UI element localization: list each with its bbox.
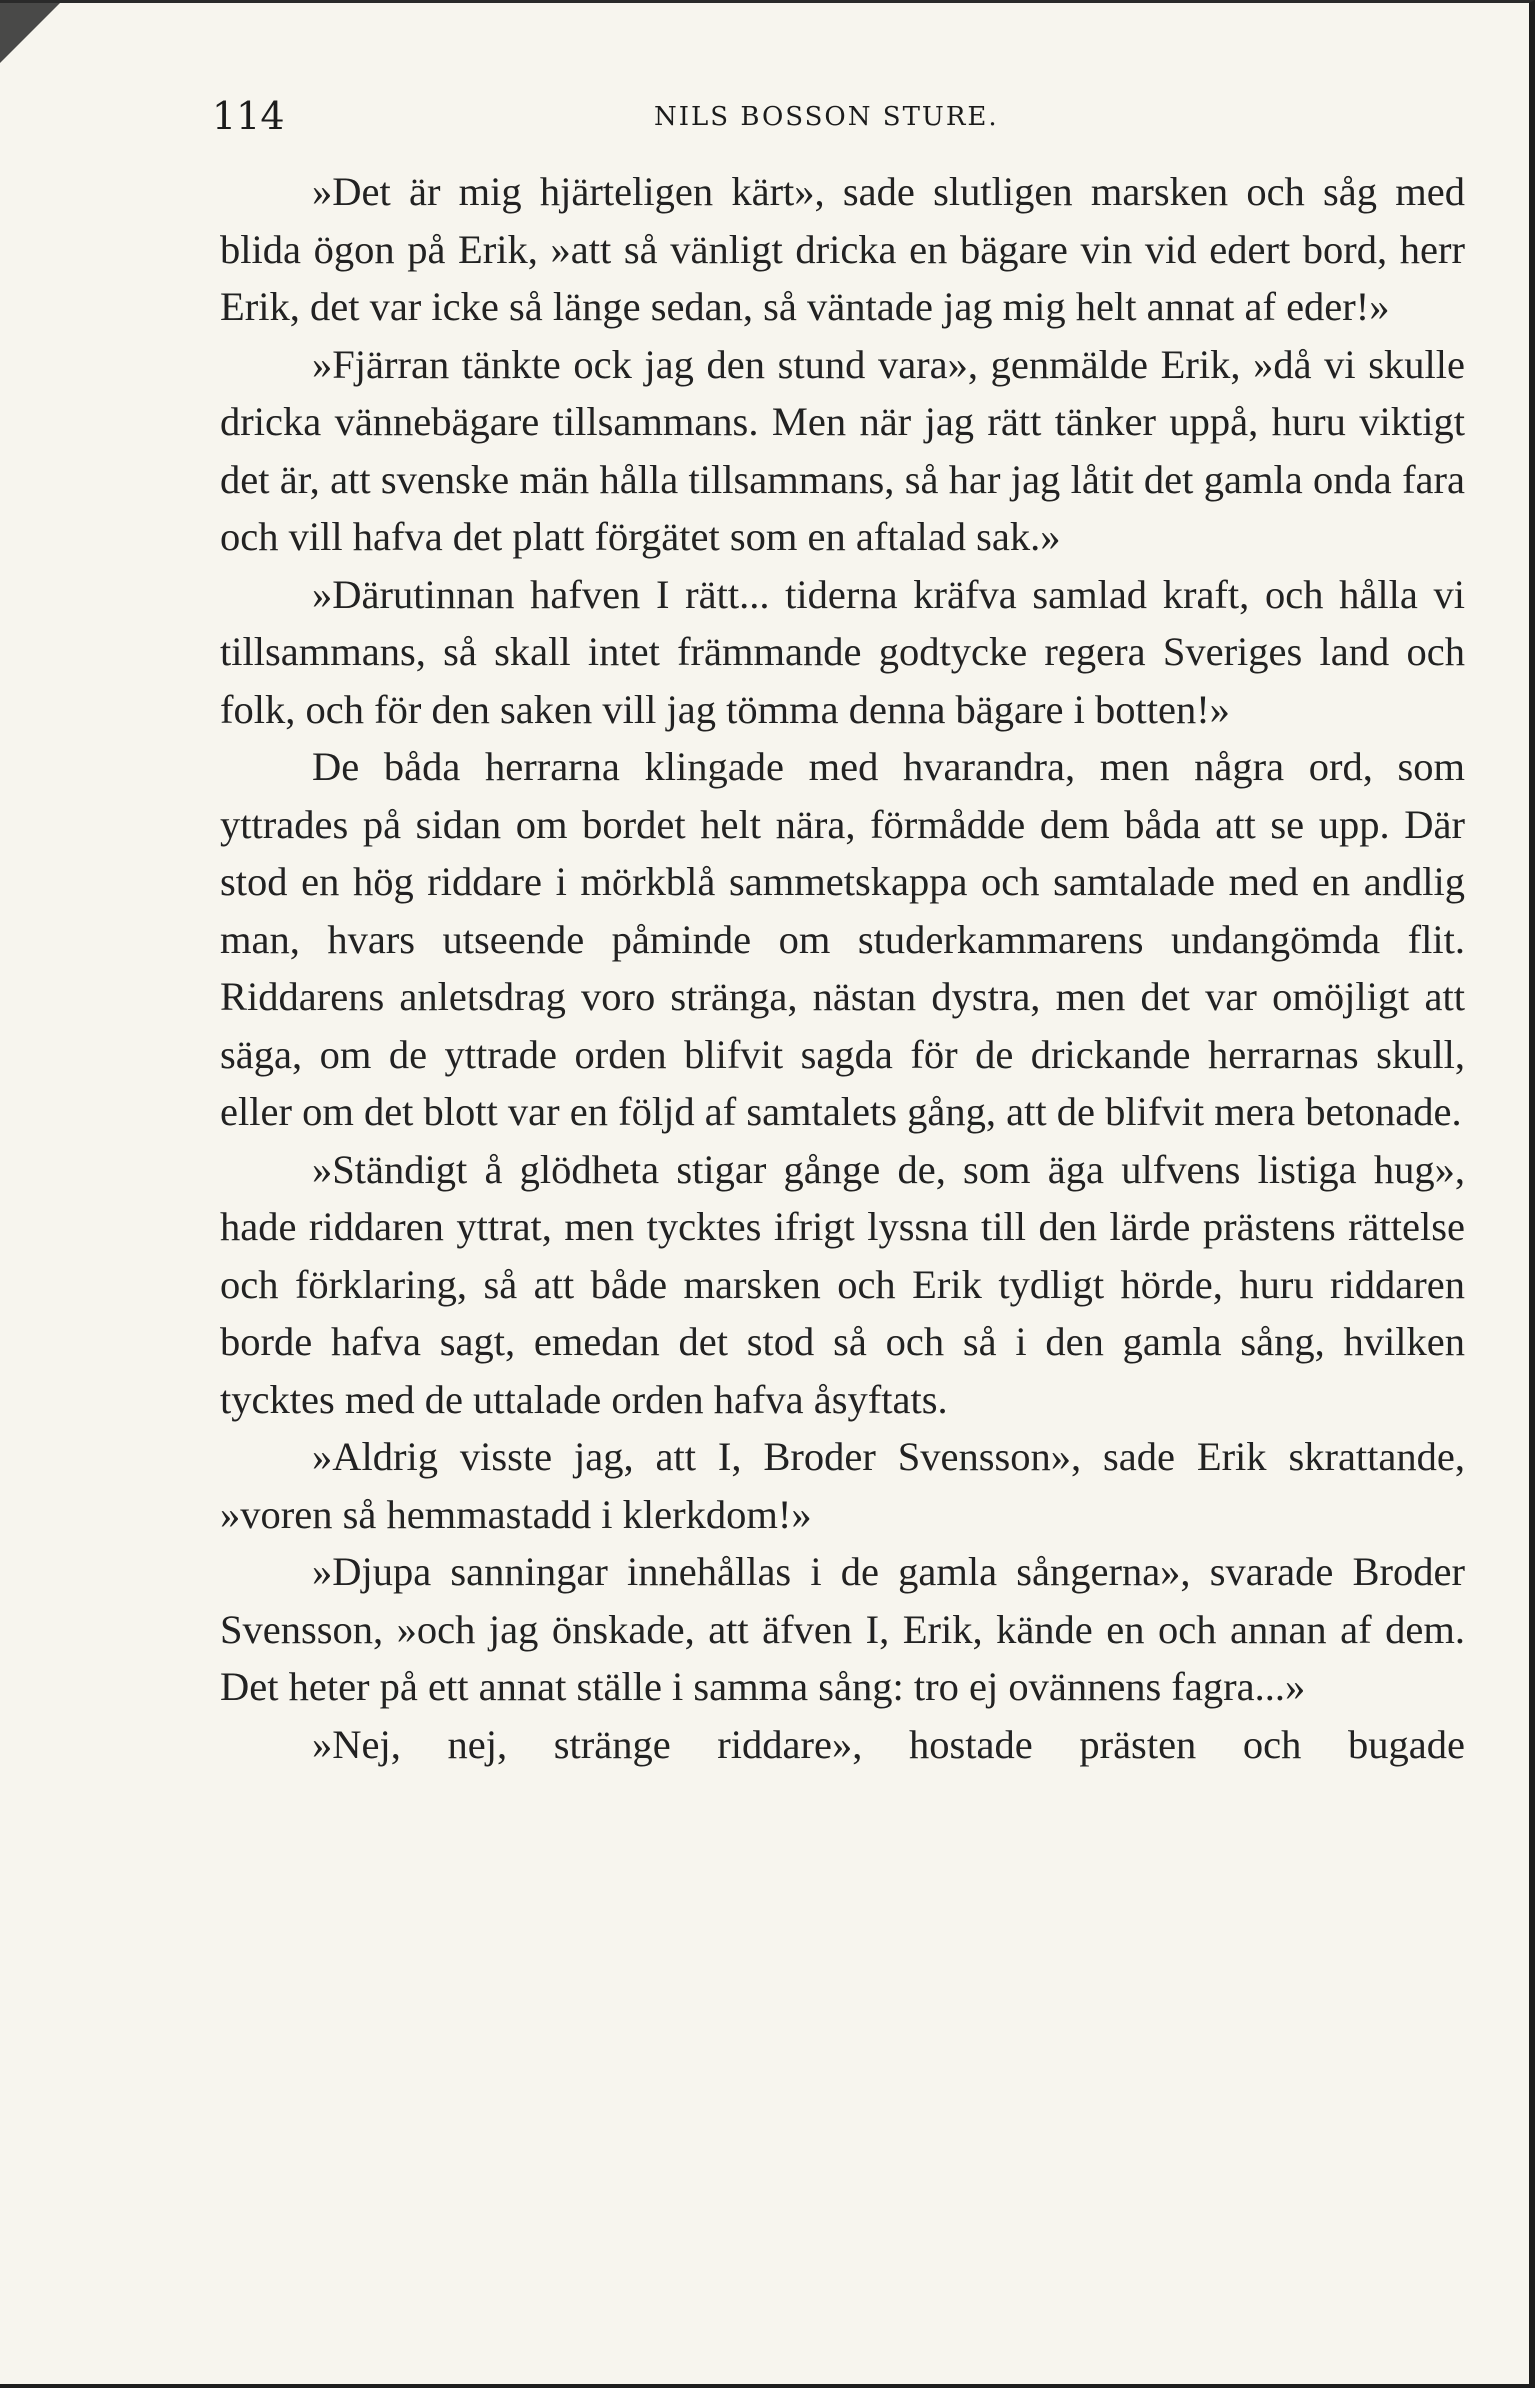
- paragraph: »Det är mig hjärteligen kärt», sade slutligen marsken och såg med blida ögon på Erik, »att så vänligt dricka en bägare vin vid edert bord, herr Erik, det var icke så länge sedan, så väntade jag mig helt annat af eder!»: [220, 169, 1465, 329]
- paragraph: »Djupa sanningar innehållas i de gamla sångerna», svarade Broder Svensson, »och jag önskade, att äfven I, Erik, kände en och annan af dem. Det heter på ett annat ställe i samma sång: tro ej ovännens fagra...»: [220, 1549, 1465, 1709]
- paragraph: »Därutinnan hafven I rätt... tiderna kräfva samlad kraft, och hålla vi tillsammans, så skall intet främmande godtycke regera Sveriges land och folk, och för den saken vill jag tömma denna bägare i botten!»: [220, 571, 1465, 732]
- paragraph: »Fjärran tänkte ock jag den stund vara», genmälde Erik, »då vi skulle dricka vännebägare tillsammans. Men när jag rätt tänker uppå, huru viktigt det är, att svenske män hålla tillsammans, så har jag låtit det gamla onda fara och vill hafva det platt förgätet som en aftalad sak.»: [220, 341, 1465, 559]
- paragraph: »Aldrig visste jag, att I, Broder Svensson», sade Erik skrattande, »voren så hemmastadd i klerkdom!»: [220, 1434, 1465, 1537]
- running-head: NILS BOSSON STURE.: [654, 102, 999, 132]
- paragraph: De båda herrarna klingade med hvarandra, men några ord, som yttrades på sidan om bordet helt nära, förmådde dem båda att se upp. Där stod en hög riddare i mörkblå sammetskappa och samtalade med en andlig man, hvars utseende påminde om studerkammarens undangömda flit. Riddarens anletsdrag voro stränga, nästan dystra, men det var omöjligt att säga, om de yttrade orden blifvit sagda för de drickande herrarnas skull, eller om det blott var en följd af samtalets gång, att de blifvit mera betonade.: [220, 744, 1465, 1134]
- paragraph: »Nej, nej, stränge riddare», hostade prästen och bugade: [312, 1721, 1465, 1767]
- page-number: 114: [212, 94, 285, 138]
- body-text: [220, 163, 1465, 1773]
- paragraph: »Ständigt å glödheta stigar gånge de, som äga ulfvens listiga hug», hade riddaren yttrat, men tycktes ifrigt lyssna till den lärde prästens rättelse och förklaring, så att både marsken och Erik tydligt hörde, huru riddaren borde hafva sagt, emedan det stod så och så i den gamla sång, hvilken tycktes med de uttalade orden hafva åsyftats.: [220, 1146, 1465, 1422]
- page-header: [212, 91, 1232, 141]
- scan-corner-shadow: [0, 3, 60, 63]
